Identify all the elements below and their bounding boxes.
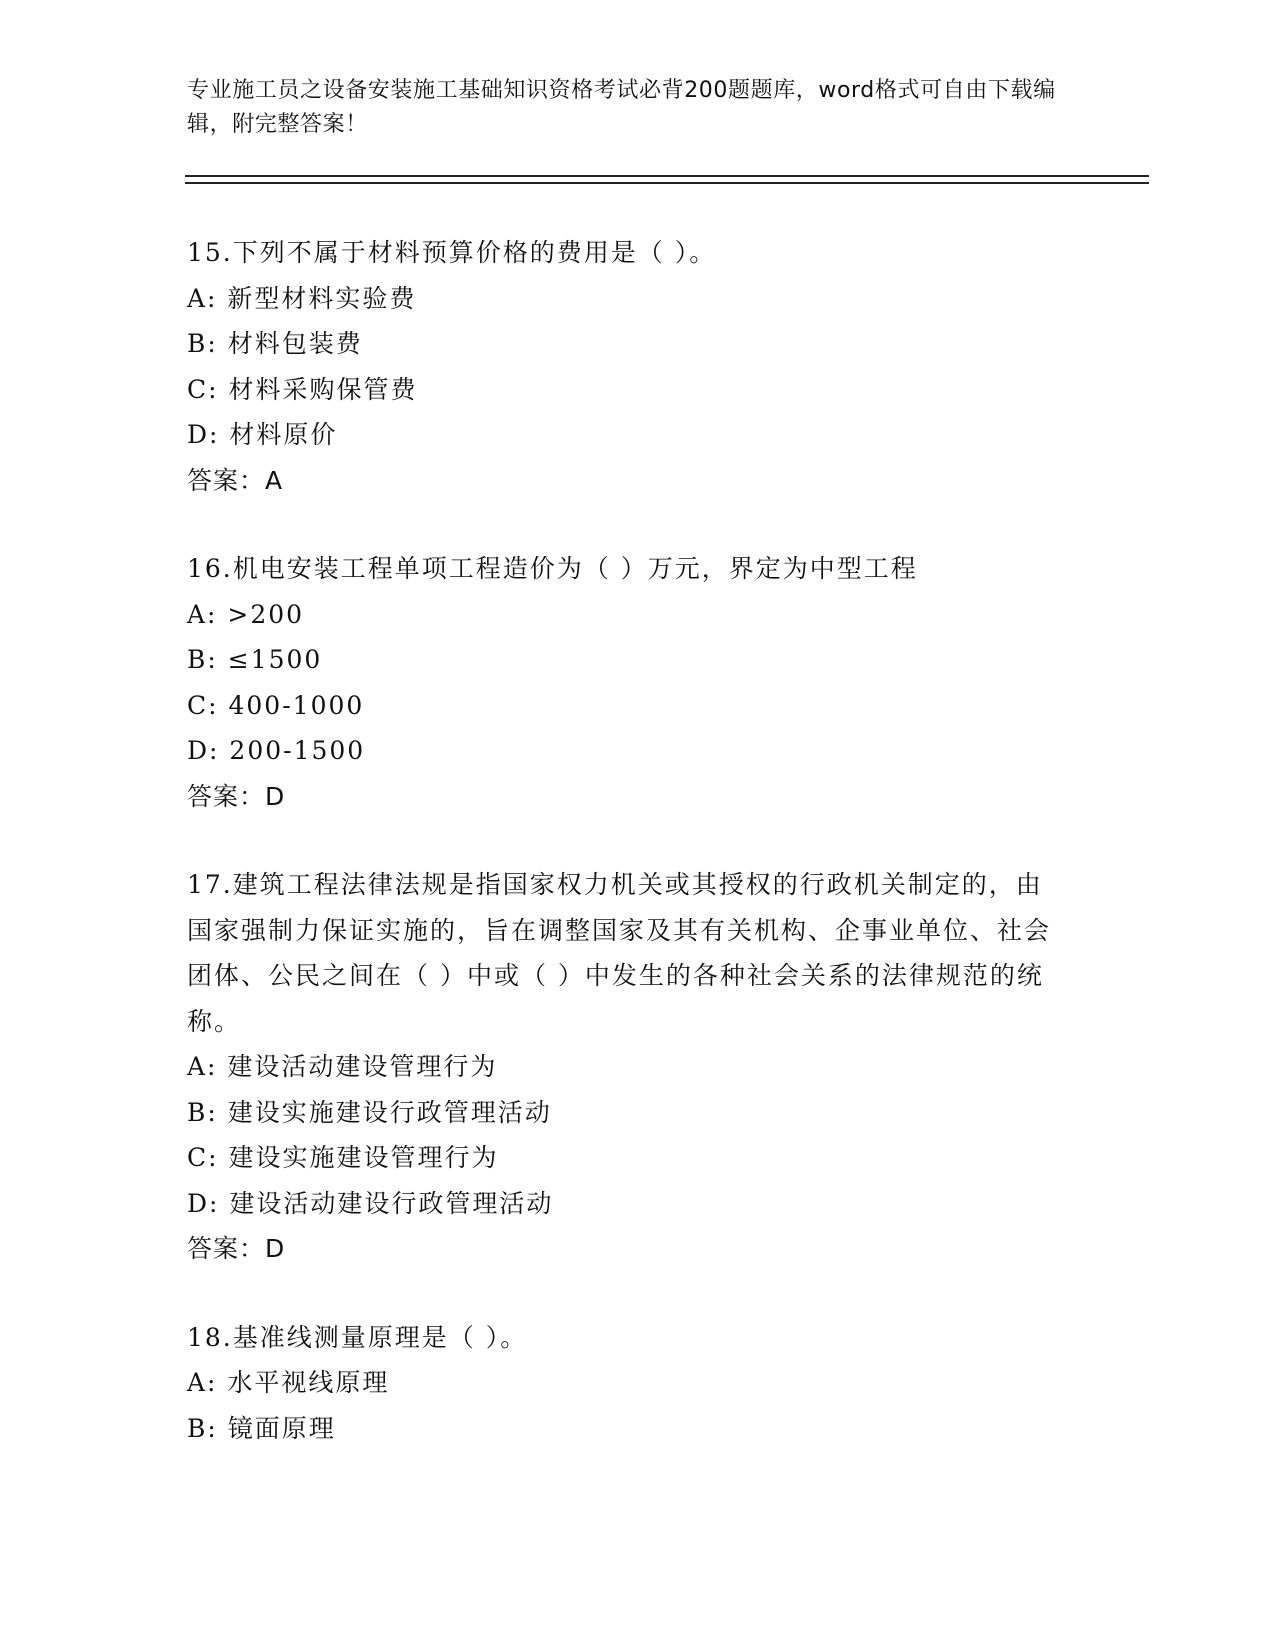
option-a: A: 新型材料实验费	[187, 283, 417, 313]
answer: 答案：D	[187, 781, 286, 811]
question-list	[187, 230, 1067, 1494]
option-c: C: 建设实施建设管理行为	[187, 1143, 499, 1172]
question-stem: 18.基准线测量原理是（ ）。	[187, 1322, 528, 1352]
option-a: A: >200	[187, 599, 305, 629]
option-c: C: 材料采购保管费	[187, 374, 418, 404]
document-header: 专业施工员之设备安装施工基础知识资格考试必背200题题库，word格式可自由下载编辑，附完整答案！	[187, 78, 1056, 137]
answer: 答案：A	[187, 465, 284, 495]
question-18	[187, 1315, 1067, 1452]
option-b: B: 建设实施建设行政管理活动	[187, 1097, 552, 1127]
option-a: A: 建设活动建设管理行为	[187, 1052, 498, 1081]
option-c: C: 400-1000	[187, 690, 365, 720]
question-17	[187, 862, 1067, 1272]
option-d: D: 建设活动建设行政管理活动	[187, 1188, 554, 1218]
option-a: A: 水平视线原理	[187, 1368, 390, 1397]
question-stem: 16.机电安装工程单项工程造价为（ ）万元，界定为中型工程	[187, 554, 918, 583]
option-d: D: 200-1500	[187, 736, 366, 765]
option-d: D: 材料原价	[187, 420, 338, 449]
question-15	[187, 230, 1067, 503]
option-b: B: ≤1500	[187, 645, 323, 674]
header-divider	[185, 175, 1149, 184]
question-stem: 17.建筑工程法律法规是指国家权力机关或其授权的行政机关制定的，由国家强制力保证实施的，旨在调整国家及其有关机构、企事业单位、社会团体、公民之间在（ ）中或（ ）中发生的各种社会关系的法律规范的统称。	[187, 870, 1052, 1036]
answer: 答案：D	[187, 1234, 286, 1263]
option-b: B: 镜面原理	[187, 1413, 336, 1443]
option-b: B: 材料包装费	[187, 329, 363, 358]
question-stem: 15.下列不属于材料预算价格的费用是（ ）。	[187, 238, 717, 267]
question-16	[187, 546, 1067, 819]
